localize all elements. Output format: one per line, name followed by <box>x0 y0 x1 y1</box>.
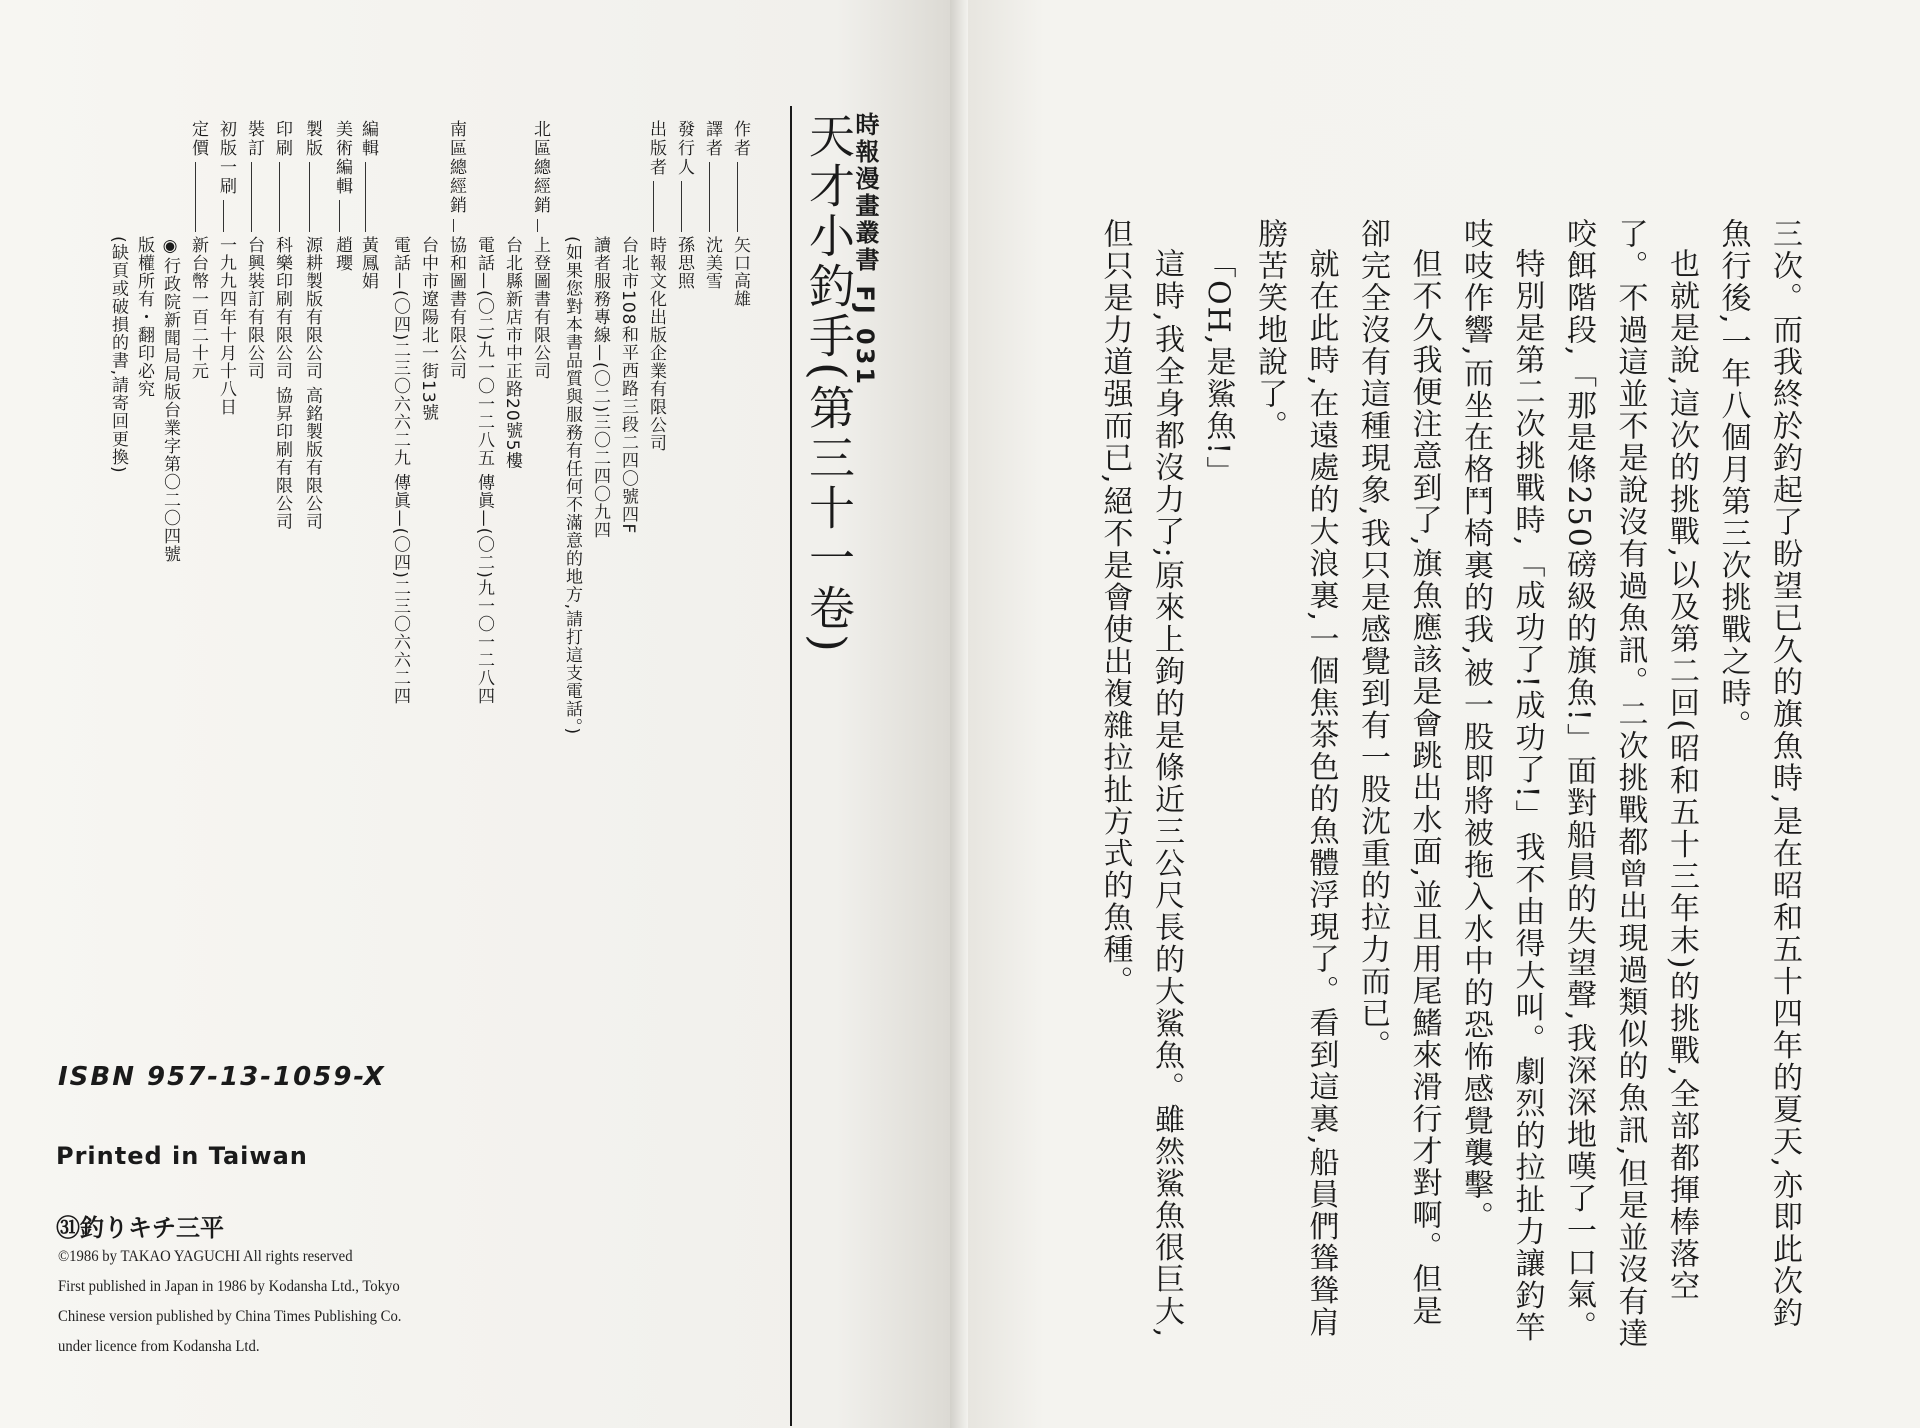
colophon-label: 裝訂 <box>244 120 264 158</box>
colophon-value: 台興裝訂有限公司 <box>244 236 264 380</box>
colophon-value: 讀者服務專線—(〇二)三〇二四〇九四 <box>590 236 610 540</box>
paragraph: 但不久我便注意到了,旗魚應該是會跳出水面,並且用尾鰭來滑行才對啊。但是卻完全沒有這種現象,我只是感覺到有一股沈重的拉力而已。 <box>1355 218 1442 1328</box>
colophon-value: 協和圖書有限公司 <box>446 236 466 380</box>
colophon-value: 一九九四年十月十八日 <box>216 236 236 416</box>
paragraph: 三次。而我終於釣起了盼望已久的旗魚時,是在昭和五十四年的夏天,亦即此次釣魚行後,一年八個月第三次挑戰之時。 <box>1715 218 1802 1330</box>
title-rule <box>790 106 792 1426</box>
paragraph: 「OH,是鯊魚!」 <box>1200 248 1236 489</box>
colophon-label: 製版 <box>302 120 322 158</box>
body-text <box>1089 218 1810 1358</box>
isbn: ISBN 957-13-1059-X <box>58 1062 386 1092</box>
copyright-line: First published in Japan in 1986 by Kodansha Ltd., Tokyo <box>58 1278 400 1295</box>
colophon-leader <box>653 181 654 232</box>
paragraph: 也就是說,這次的挑戰,以及第二回(昭和五十三年末)的挑戰,全部都揮棒落空了。不過這並不是說沒有過魚訊。二次挑戰都曾出現過類似的魚訊,但是並沒有達咬餌階段,「那是條250磅級的旗魚!」面對船員的失望聲,我深深地嘆了一口氣。 <box>1561 218 1699 1350</box>
colophon-value: 電話—(〇四)二三〇六六二九 傳眞—(〇四)二三〇六六二四 <box>390 236 410 705</box>
book-gutter <box>950 0 968 1428</box>
colophon-leader <box>195 162 196 232</box>
colophon-label: 作者 <box>730 120 750 158</box>
series-name: 時報漫畫叢書 FJ 031 <box>851 112 879 388</box>
colophon-label: 定價 <box>188 120 208 158</box>
copyright-line: ©1986 by TAKAO YAGUCHI All rights reserved <box>58 1248 353 1265</box>
colophon-leader <box>737 162 738 232</box>
colophon-leader <box>365 162 366 232</box>
colophon-value: (如果您對本書品質與服務有任何不滿意的地方,請打這支電話。) <box>562 236 582 736</box>
colophon-label: 北區總經銷 <box>530 120 550 215</box>
colophon-value: 台北縣新店市中正路20號5樓 <box>502 236 522 470</box>
colophon-value: 版權所有・翻印必究 <box>134 236 154 398</box>
colophon-value: 孫思照 <box>674 236 694 290</box>
printed-in: Printed in Taiwan <box>56 1142 308 1170</box>
colophon-value: 時報文化出版企業有限公司 <box>646 236 666 452</box>
colophon-label: 編輯 <box>358 120 378 158</box>
colophon-leader <box>709 162 710 232</box>
paragraph: 特別是第二次挑戰時,「成功了!成功了!」我不由得大叫。劇烈的拉扯力讓釣竿吱吱作響,而坐在格鬥椅裏的我,被一股即將被拖入水中的恐怖感覺襲擊。 <box>1458 218 1545 1344</box>
copyright-notice <box>58 1242 458 1362</box>
colophon-value: 電話—(〇二)九一〇一二八五 傳眞—(〇二)九一〇一二八四 <box>474 236 494 705</box>
colophon-value: 新台幣一百二十元 <box>188 236 208 380</box>
colophon-value: 科樂印刷有限公司 協昇印刷有限公司 <box>272 236 292 531</box>
colophon-label: 出版者 <box>646 120 666 177</box>
colophon-value: (缺頁或破損的書,請寄回更換) <box>108 236 128 474</box>
colophon-label: 印刷 <box>272 120 292 158</box>
colophon-page <box>0 0 950 1428</box>
copyright-line: Chinese version published by China Times Publishing Co. <box>58 1308 402 1325</box>
colophon-value: 台北市108和平西路三段二四〇號四F <box>618 236 638 535</box>
paragraph: 就在此時,在遠處的大浪裏,一個焦茶色的魚體浮現了。看到這裏,船員們聳聳肩膀苦笑地說了。 <box>1252 218 1339 1339</box>
colophon-leader <box>339 200 340 232</box>
text-page <box>968 0 1920 1428</box>
book-title: 天才小釣手(第三十一卷) <box>802 112 856 656</box>
colophon-label: 南區總經銷 <box>446 120 466 215</box>
japanese-title: ㉛釣りキチ三平 <box>56 1214 224 1242</box>
colophon-leader <box>223 200 224 232</box>
copyright-line: under licence from Kodansha Ltd. <box>58 1338 260 1355</box>
colophon-label: 發行人 <box>674 120 694 177</box>
colophon-value: 源耕製版有限公司 高銘製版有限公司 <box>302 236 322 531</box>
colophon-leader <box>681 181 682 232</box>
colophon-value: 趙瓔 <box>332 236 352 272</box>
colophon-leader <box>453 219 454 232</box>
colophon-value: 矢口高雄 <box>730 236 750 308</box>
colophon-leader <box>309 162 310 232</box>
colophon-value: 沈美雪 <box>702 236 722 290</box>
colophon-value: 上登圖書有限公司 <box>530 236 550 380</box>
colophon-value: 台中市遼陽北一街13號 <box>418 236 438 422</box>
colophon-label: 美術編輯 <box>332 120 352 196</box>
paragraph: 這時,我全身都沒力了;原來上鉤的是條近三公尺長的大鯊魚。雖然鯊魚很巨大,但只是力道强而已,絕不是會使出複雜拉扯方式的魚種。 <box>1097 218 1184 1340</box>
colophon-value: ◉行政院新聞局局版台業字第〇二〇四號 <box>160 236 180 563</box>
colophon-value: 黃鳳娟 <box>358 236 378 290</box>
colophon-leader <box>537 219 538 232</box>
colophon-leader <box>279 162 280 232</box>
colophon-label: 譯者 <box>702 120 722 158</box>
colophon-label: 初版一刷 <box>216 120 236 196</box>
colophon-leader <box>251 162 252 232</box>
